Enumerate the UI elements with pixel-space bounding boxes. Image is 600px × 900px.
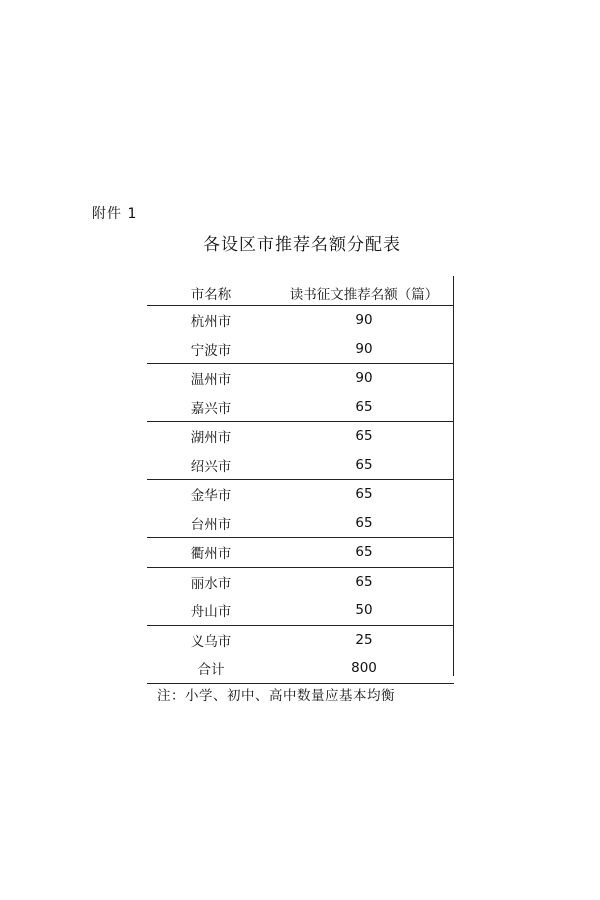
- table-header-row: [147, 281, 454, 305]
- table-row: [147, 568, 454, 597]
- city-cell: 温州市: [190, 372, 232, 389]
- city-cell: 嘉兴市: [190, 400, 232, 417]
- count-cell: 65: [355, 456, 373, 473]
- count-cell: 65: [355, 544, 373, 561]
- count-cell: 65: [355, 428, 373, 445]
- table-row: [147, 364, 454, 393]
- city-cell: 丽水市: [190, 575, 232, 592]
- table-right-rule: [453, 276, 454, 676]
- table-row: [147, 393, 454, 422]
- city-cell: 宁波市: [190, 342, 232, 359]
- header-city: 市名称: [190, 287, 232, 303]
- table-row: [147, 480, 454, 509]
- city-cell: 义乌市: [190, 633, 232, 650]
- attachment-label: 附件 1: [92, 206, 138, 222]
- table-group: [147, 537, 454, 567]
- total-row: [147, 654, 454, 683]
- quota-table: [147, 276, 454, 684]
- table-group: [147, 421, 454, 479]
- table-group: [147, 305, 454, 363]
- table-group: [147, 625, 454, 684]
- table-row: [147, 451, 454, 480]
- table-group: [147, 479, 454, 537]
- city-cell: 金华市: [190, 488, 232, 505]
- footnote: 注：小学、初中、高中数量应基本均衡: [157, 688, 395, 704]
- table-row: [147, 335, 454, 364]
- count-cell: 65: [355, 514, 373, 531]
- count-cell: 90: [355, 370, 373, 387]
- table-group: [147, 567, 454, 625]
- table-row: [147, 306, 454, 335]
- total-label: 合计: [197, 662, 225, 679]
- table-row: [147, 538, 454, 567]
- city-cell: 衢州市: [190, 546, 232, 563]
- count-cell: 50: [355, 602, 373, 619]
- city-cell: 杭州市: [190, 314, 232, 331]
- table-row: [147, 509, 454, 538]
- total-value: 800: [351, 660, 377, 677]
- city-cell: 舟山市: [190, 604, 232, 621]
- count-cell: 90: [355, 312, 373, 329]
- table-row: [147, 596, 454, 625]
- city-cell: 绍兴市: [190, 458, 232, 475]
- table-group: [147, 363, 454, 421]
- count-cell: 90: [355, 340, 373, 357]
- count-cell: 25: [355, 631, 373, 648]
- count-cell: 65: [355, 573, 373, 590]
- city-cell: 湖州市: [190, 430, 232, 447]
- count-cell: 65: [355, 398, 373, 415]
- page-title: 各设区市推荐名额分配表: [203, 235, 401, 255]
- count-cell: 65: [355, 486, 373, 503]
- header-count: 读书征文推荐名额（篇）: [289, 287, 439, 303]
- table-row: [147, 626, 454, 655]
- table-row: [147, 422, 454, 451]
- city-cell: 台州市: [190, 516, 232, 533]
